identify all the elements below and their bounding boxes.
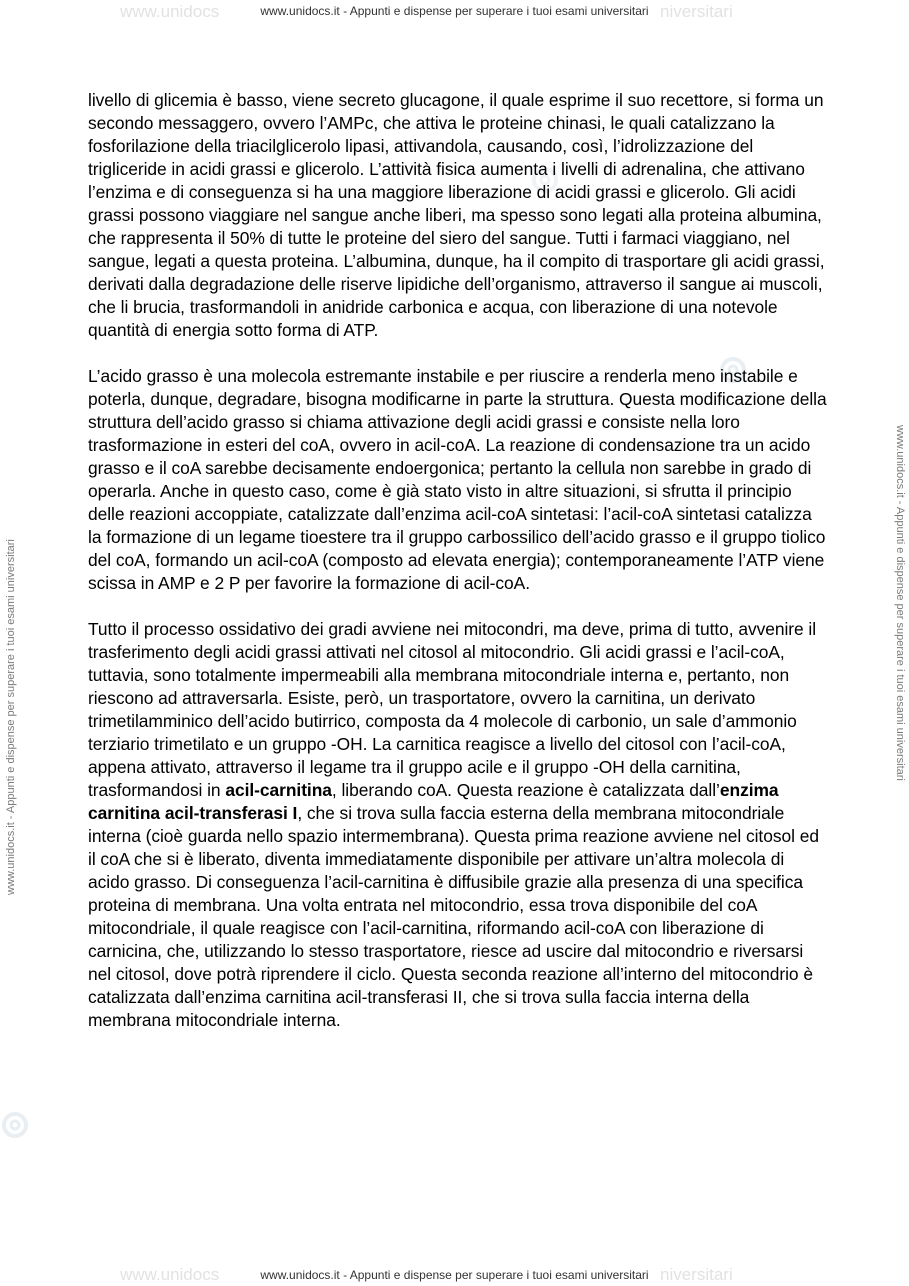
header-watermark: www.unidocs.it - Appunti e dispense per superare i tuoi esami universitari [260, 4, 649, 18]
paragraph-1: livello di glicemia è basso, viene secreto glucagone, il quale esprime il suo recettore, si forma un secondo messaggero, ovvero l’AMPc, che attiva le proteine chinasi, le quali catalizzano la fosforilazione della triacilglicerolo lipasi, attivandola, causando, così, l’idrolizzazione del trigliceride in acidi grassi e glicerolo. L’attività fisica aumenta i livelli di adrenalina, che attivano l’enzima e di conseguenza si ha una maggiore liberazione di acidi grassi e glicerolo. Gli acidi grassi possono viaggiare nel sangue anche liberi, ma spesso sono legati alla proteina albumina, che rappresenta il 50% di tutte le proteine del siero del sangue. Tutti i farmaci viaggiano, nel sangue, legati a questa proteina. L’albumina, dunque, ha il compito di trasportare gli acidi grassi, derivati dalla degradazione delle riserve lipidiche dell’organismo, attraverso il sangue ai muscoli, che li brucia, trasformandoli in anidride carbonica e acqua, con liberazione di una notevole quantità di energia sotto forma di ATP. [88, 90, 825, 340]
term-enzima-carnitina-acil-transferasi: enzima carnitina acil-transferasi I [88, 780, 779, 823]
left-side-watermark: www.unidocs.it - Appunti e dispense per superare i tuoi esami universitari [5, 539, 17, 895]
term-acil-carnitina: acil-carnitina [225, 780, 332, 800]
paragraph-3-part-3: , che si trova sulla faccia esterna della membrana mitocondriale interna (cioè guarda nello spazio intermembrana). Questa prima reazione avviene nel citosol ed il coA che si è liberato, diventa immediatamente disponibile per attivare un’altra molecola di acido grasso. Di conseguenza l’acil-carnitina è diffusibile grazie alla presenza di una specifica proteina di membrana. Una volta entrata nel mitocondrio, essa trova disponibile del coA mitocondriale, il quale reagisce con l’acil-carnitina, riformando acil-coA con liberazione di carnicina, che, utilizzando lo stesso trasportatore, riesce ad uscire dal mitocondrio e riversarsi nel citosol, dove potrà riprendere il ciclo. Questa seconda reazione all’interno del mitocondrio è catalizzata dall’enzima carnitina acil-transferasi II, che si trova sulla faccia interna della membrana mitocondriale interna. [88, 803, 819, 1030]
footer-watermark: www.unidocs.it - Appunti e dispense per superare i tuoi esami universitari [260, 1268, 649, 1282]
paragraph-3-part-2: , liberando coA. Questa reazione è catalizzata dall’ [331, 780, 720, 800]
document-body [88, 89, 828, 1032]
paragraph-2: L’acido grasso è una molecola estremante instabile e per riuscire a renderla meno instabile e poterla, dunque, degradare, bisogna modificarne in parte la struttura. Questa modificazione della struttura dell’acido grasso si chiama attivazione degli acidi grassi e consiste nella loro trasformazione in esteri del coA, ovvero in acil-coA. La reazione di condensazione tra un acido grasso e il coA sarebbe decisamente endoergonica; pertanto la cellula non sarebbe in grado di operarla. Anche in questo caso, come è già stato visto in altre situazioni, si sfrutta il principio delle reazioni accoppiate, catalizzate dall’enzima acil-coA sintetasi: l’acil-coA sintetasi catalizza la formazione di un legame tioestere tra il gruppo carbossilico dell’acido grasso e il gruppo tiolico del coA, formando un acil-coA (composto ad elevata energia); contemporaneamente l’ATP viene scissa in AMP e 2 P per favorire la formazione di acil-coA. [88, 366, 827, 593]
right-side-watermark: www.unidocs.it - Appunti e dispense per superare i tuoi esami universitari [894, 425, 906, 781]
unidocs-logo-icon [0, 1110, 30, 1140]
paragraph-3 [88, 618, 828, 1032]
paragraph-3-part-1: Tutto il processo ossidativo dei gradi avviene nei mitocondri, ma deve, prima di tutto, avvenire il trasferimento degli acidi grassi attivati nel citosol al mitocondrio. Gli acidi grassi e l’acil-coA, tuttavia, sono totalmente impermeabili alla membrana mitocondriale interna e, pertanto, non riescono ad attraversarla. Esiste, però, un trasportatore, ovvero la carnitina, un derivato trimetilamminico dell’acido butirrico, composta da 4 molecole di carbonio, un sale d’ammonio terziario trimetilato e un gruppo -OH. La carnitica reagisce a livello del citosol con l’acil-coA, appena attivato, attraverso il legame tra il gruppo acile e il gruppo -OH della carnitina, trasformandosi in [88, 619, 817, 800]
ghost-watermark-top-right: niversitari [660, 2, 733, 21]
ghost-watermark-bottom-right: niversitari [660, 1265, 733, 1284]
ghost-watermark-bottom-left: www.unidocs [120, 1265, 220, 1284]
ghost-watermark-top-left: www.unidocs [120, 2, 220, 21]
